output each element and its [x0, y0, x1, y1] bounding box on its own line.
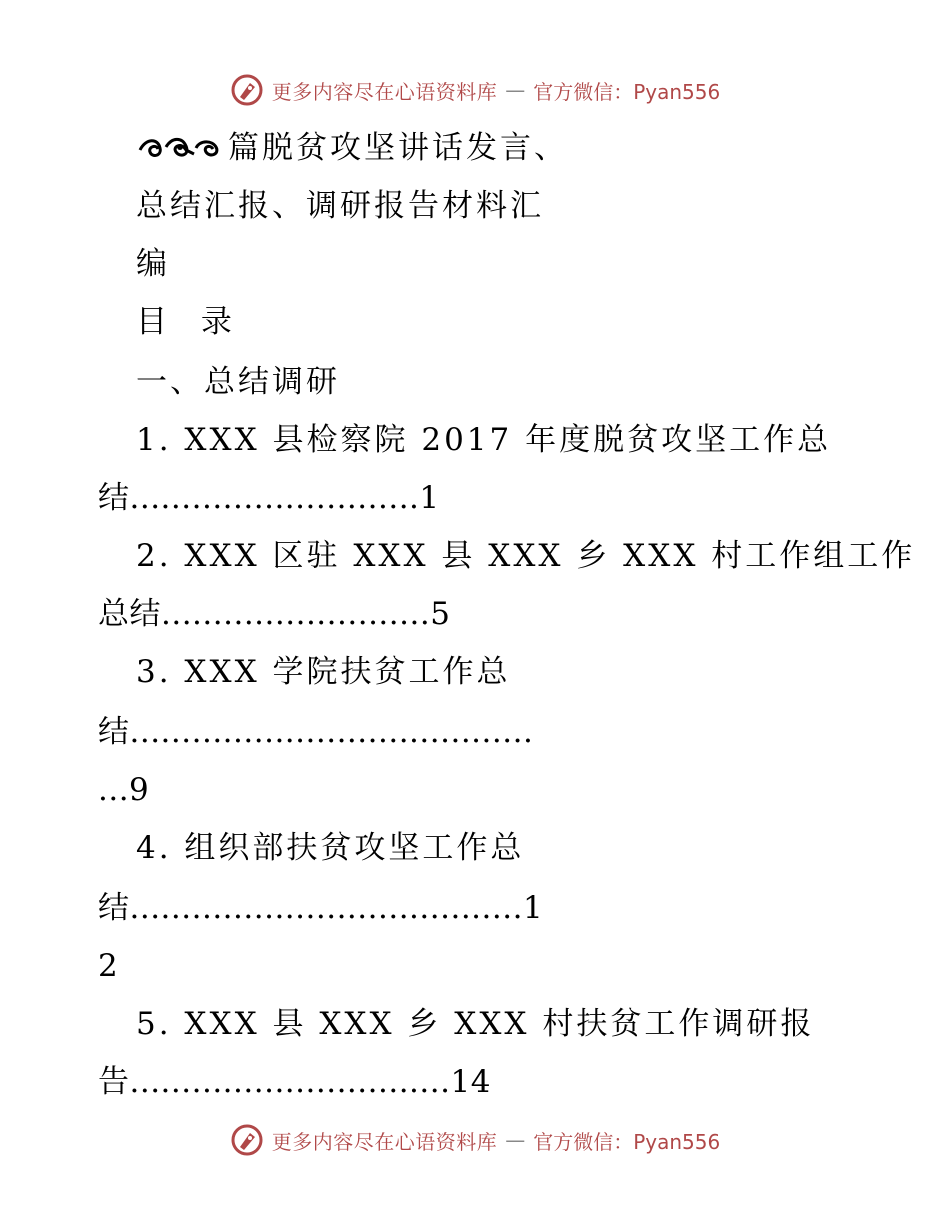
toc-heading: 目 录: [136, 304, 244, 340]
toc-entry-2-title[interactable]: 2. XXX 区驻 XXX 县 XXX 乡 XXX 村工作组工作: [136, 538, 916, 574]
watermark-separator: —: [505, 78, 526, 102]
toc-entry-5-title[interactable]: 5. XXX 县 XXX 乡 XXX 村扶贫工作调研报: [136, 1006, 815, 1042]
header-watermark: [0, 70, 950, 110]
floral-ornament-icon: [136, 132, 222, 162]
toc-entry-3-page[interactable]: ...9: [98, 772, 150, 808]
toc-entry-2-leader[interactable]: 总结..........................5: [98, 596, 451, 632]
toc-entry-4-page[interactable]: 2: [98, 948, 119, 984]
pen-nib-circle-icon: [230, 73, 264, 107]
doc-title-text-1: 篇脱贫攻坚讲话发言、: [228, 130, 568, 166]
doc-title-line-3: 编: [136, 246, 170, 282]
toc-entry-5-leader[interactable]: 告...............................14: [98, 1064, 491, 1100]
watermark-text: 更多内容尽在心语资料库: [271, 1129, 498, 1154]
doc-title-line-2: 总结汇报、调研报告材料汇: [136, 188, 544, 224]
toc-entry-3-leader[interactable]: 结.......................................: [98, 714, 534, 750]
pen-nib-circle-icon: [230, 1123, 264, 1157]
footer-watermark: [0, 1120, 950, 1160]
watermark-contact: 官方微信：Pyan556: [533, 79, 721, 104]
doc-title-line-1: [136, 128, 568, 168]
toc-entry-1-leader[interactable]: 结............................1: [98, 480, 440, 516]
toc-section-1: 一、总结调研: [136, 364, 340, 400]
toc-entry-3-title[interactable]: 3. XXX 学院扶贫工作总: [136, 654, 511, 690]
toc-entry-1-title[interactable]: 1. XXX 县检察院 2017 年度脱贫攻坚工作总: [136, 422, 832, 458]
toc-entry-4-title[interactable]: 4. 组织部扶贫攻坚工作总: [136, 830, 525, 866]
watermark-separator: —: [505, 1128, 526, 1152]
toc-entry-4-leader[interactable]: 结......................................1: [98, 890, 544, 926]
watermark-contact: 官方微信：Pyan556: [533, 1129, 721, 1154]
watermark-text: 更多内容尽在心语资料库: [271, 79, 498, 104]
